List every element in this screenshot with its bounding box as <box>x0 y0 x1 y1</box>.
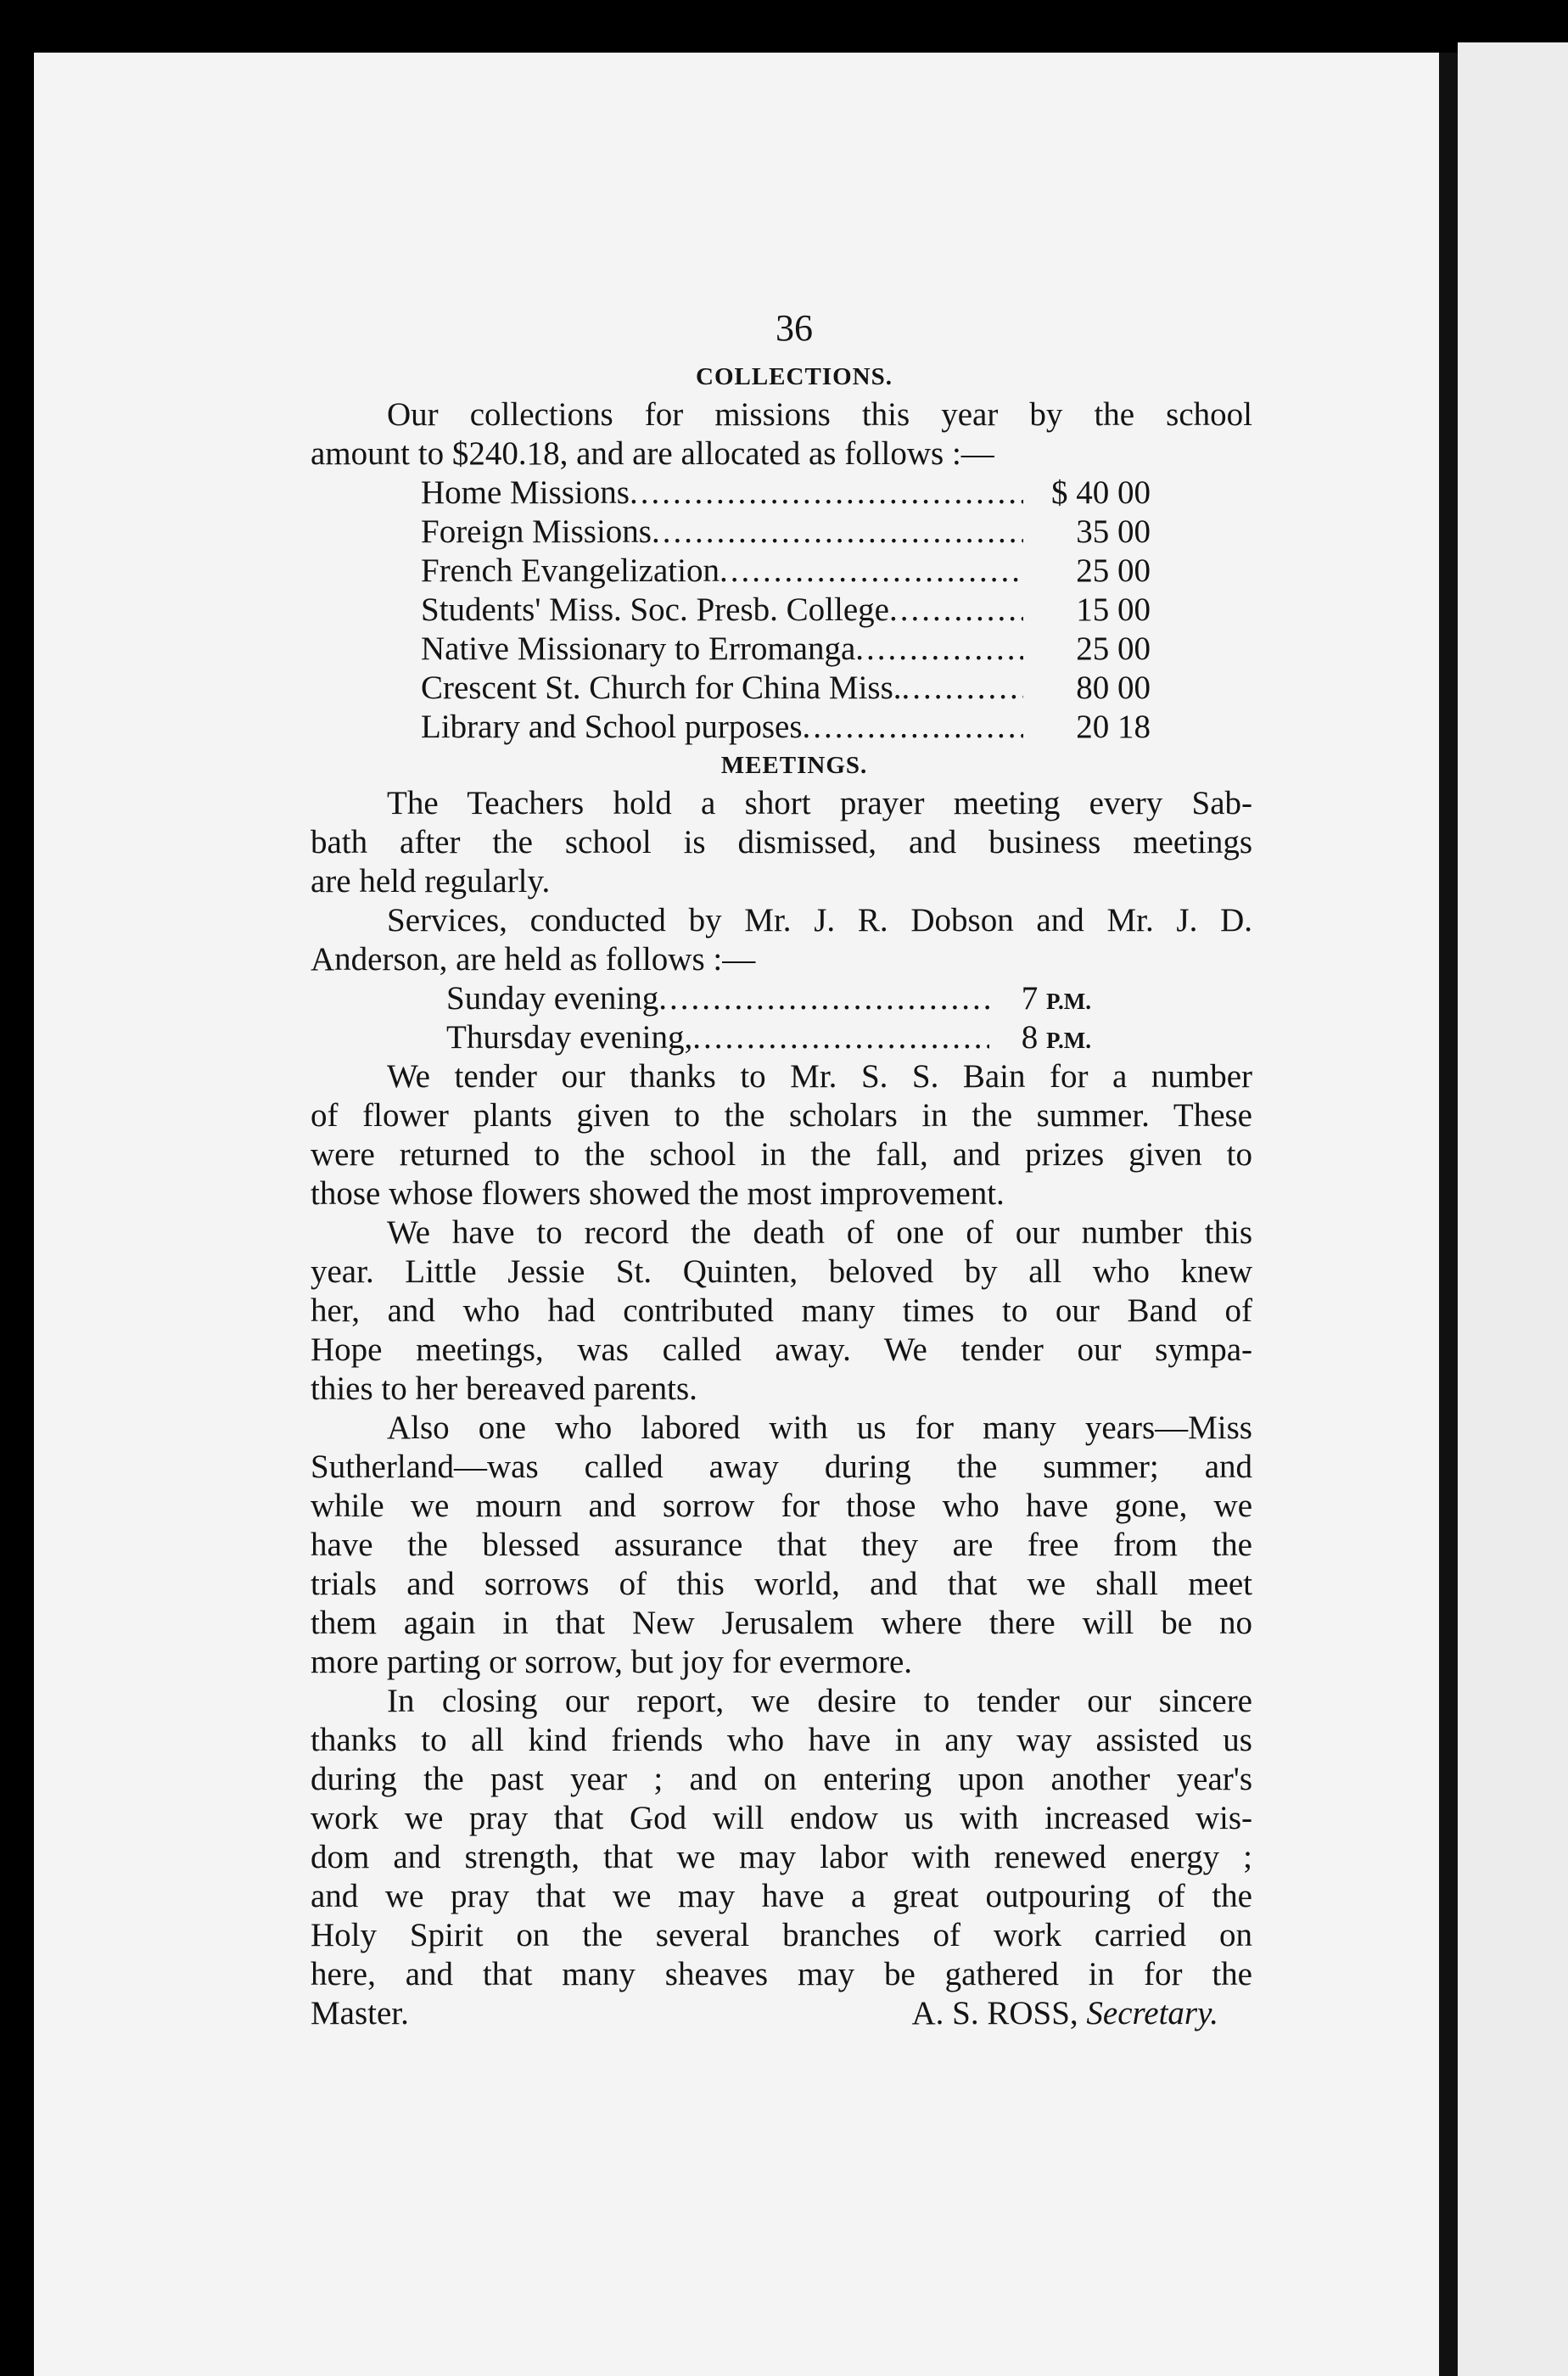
collections-list <box>311 474 1151 747</box>
collection-item <box>421 474 1151 513</box>
page-gutter <box>1439 53 1458 2376</box>
text-line: dom and strength, that we may labor with renewed energy ; <box>311 1839 1252 1875</box>
service-label: Sunday evening <box>446 980 659 1017</box>
signature-name: A. S. ROSS, <box>911 1995 1078 2031</box>
page-number: 36 <box>776 307 813 349</box>
collection-item <box>421 669 1151 708</box>
text-line: during the past year ; and on entering upon another year's <box>311 1761 1252 1797</box>
service-time: 8 P.M. <box>1021 1019 1091 1056</box>
signature-role: Secretary. <box>1086 1995 1218 2031</box>
text-line: The Teachers hold a short prayer meeting every Sab- <box>387 785 1252 821</box>
memorial-paragraph <box>311 1409 1252 1682</box>
signature <box>911 1994 1252 2033</box>
text-line: Holy Spirit on the several branches of work carried on <box>311 1917 1252 1953</box>
collection-amount: 25 00 <box>1076 552 1151 589</box>
text-line: her, and who had contributed many times to our Band of <box>311 1292 1252 1329</box>
text-line: Sutherland—was called away during the summer; and <box>311 1449 1252 1485</box>
text-line: more parting or sorrow, but joy for evermore. <box>311 1644 913 1680</box>
leader-dots <box>902 669 1023 708</box>
text-line: while we mourn and sorrow for those who have gone, we <box>311 1488 1252 1524</box>
text-line: here, and that many sheaves may be gathered in for the <box>311 1956 1252 1992</box>
service-time-item <box>446 1018 1091 1057</box>
collection-label: Home Missions <box>421 474 630 511</box>
text-line: amount to $240.18, and are allocated as follows :— <box>311 435 994 472</box>
thanks-paragraph <box>311 1057 1252 1213</box>
text-line: were returned to the school in the fall, and prizes given to <box>311 1136 1252 1173</box>
collection-item <box>421 513 1151 552</box>
collection-item <box>421 552 1151 591</box>
collections-heading: COLLECTIONS. <box>696 363 893 390</box>
collection-amount: 20 18 <box>1076 709 1151 745</box>
text-line: Hope meetings, was called away. We tender our sympa- <box>311 1331 1252 1368</box>
text-line: those whose flowers showed the most improvement. <box>311 1175 1005 1212</box>
meetings-heading: MEETINGS. <box>720 752 868 779</box>
leader-dots <box>889 591 1023 630</box>
leader-dots <box>630 474 1023 513</box>
collection-item <box>421 708 1151 747</box>
text-line: them again in that New Jerusalem where there will be no <box>311 1605 1252 1641</box>
service-times <box>311 979 1091 1057</box>
collection-label: Crescent St. Church for China Miss. <box>421 670 902 706</box>
text-line: Anderson, are held as follows :— <box>311 941 756 978</box>
service-label: Thursday evening, <box>446 1019 693 1056</box>
collection-item <box>421 591 1151 630</box>
collection-label: Native Missionary to Erromanga <box>421 630 856 667</box>
collection-amount: 25 00 <box>1076 630 1151 667</box>
text-line: We have to record the death of one of our number this <box>387 1214 1252 1251</box>
leader-dots <box>855 630 1023 669</box>
leader-dots <box>692 1018 989 1057</box>
text-line: are held regularly. <box>311 863 551 899</box>
leader-dots <box>720 552 1023 591</box>
service-time-item <box>446 979 1091 1018</box>
leader-dots <box>652 513 1023 552</box>
collection-label: Students' Miss. Soc. Presb. College <box>421 591 889 628</box>
collection-amount: $ 40 00 <box>1051 474 1151 511</box>
text-line: thanks to all kind friends who have in any way assisted us <box>311 1722 1252 1758</box>
obituary-paragraph <box>311 1213 1252 1409</box>
page-text <box>311 299 1252 2033</box>
leader-dots <box>658 979 989 1018</box>
closing-word: Master. <box>311 1995 409 2031</box>
collection-amount: 35 00 <box>1076 513 1151 550</box>
closing-paragraph <box>311 1682 1252 1994</box>
text-line: of flower plants given to the scholars in the summer. These <box>311 1097 1252 1134</box>
text-line: and we pray that we may have a great outpouring of the <box>311 1878 1252 1914</box>
collection-label: French Evangelization <box>421 552 720 589</box>
collection-item <box>421 630 1151 669</box>
text-line: Our collections for missions this year by the school <box>387 396 1252 433</box>
collection-amount: 15 00 <box>1076 591 1151 628</box>
text-line: Also one who labored with us for many years—Miss <box>387 1409 1252 1446</box>
meetings-paragraph-1 <box>311 784 1252 901</box>
text-line: thies to her bereaved parents. <box>311 1370 697 1407</box>
collection-label: Library and School purposes <box>421 709 803 745</box>
text-line: work we pray that God will endow us with increased wis- <box>311 1800 1252 1836</box>
service-time: 7 P.M. <box>1021 980 1091 1017</box>
collection-amount: 80 00 <box>1076 670 1151 706</box>
text-line: In closing our report, we desire to tender our sincere <box>387 1683 1252 1719</box>
signature-line <box>311 1994 1252 2033</box>
text-line: have the blessed assurance that they are free from the <box>311 1527 1252 1563</box>
text-line: year. Little Jessie St. Quinten, beloved by all who knew <box>311 1253 1252 1290</box>
text-line: bath after the school is dismissed, and business meetings <box>311 824 1252 860</box>
facing-page-edge <box>1458 42 1568 2376</box>
leader-dots <box>803 708 1024 747</box>
meetings-paragraph-2 <box>311 901 1252 979</box>
text-line: Services, conducted by Mr. J. R. Dobson and Mr. J. D. <box>387 902 1252 939</box>
collections-intro <box>311 395 1252 474</box>
collection-label: Foreign Missions <box>421 513 652 550</box>
text-line: trials and sorrows of this world, and that we shall meet <box>311 1566 1252 1602</box>
text-line: We tender our thanks to Mr. S. S. Bain for a number <box>387 1058 1252 1095</box>
